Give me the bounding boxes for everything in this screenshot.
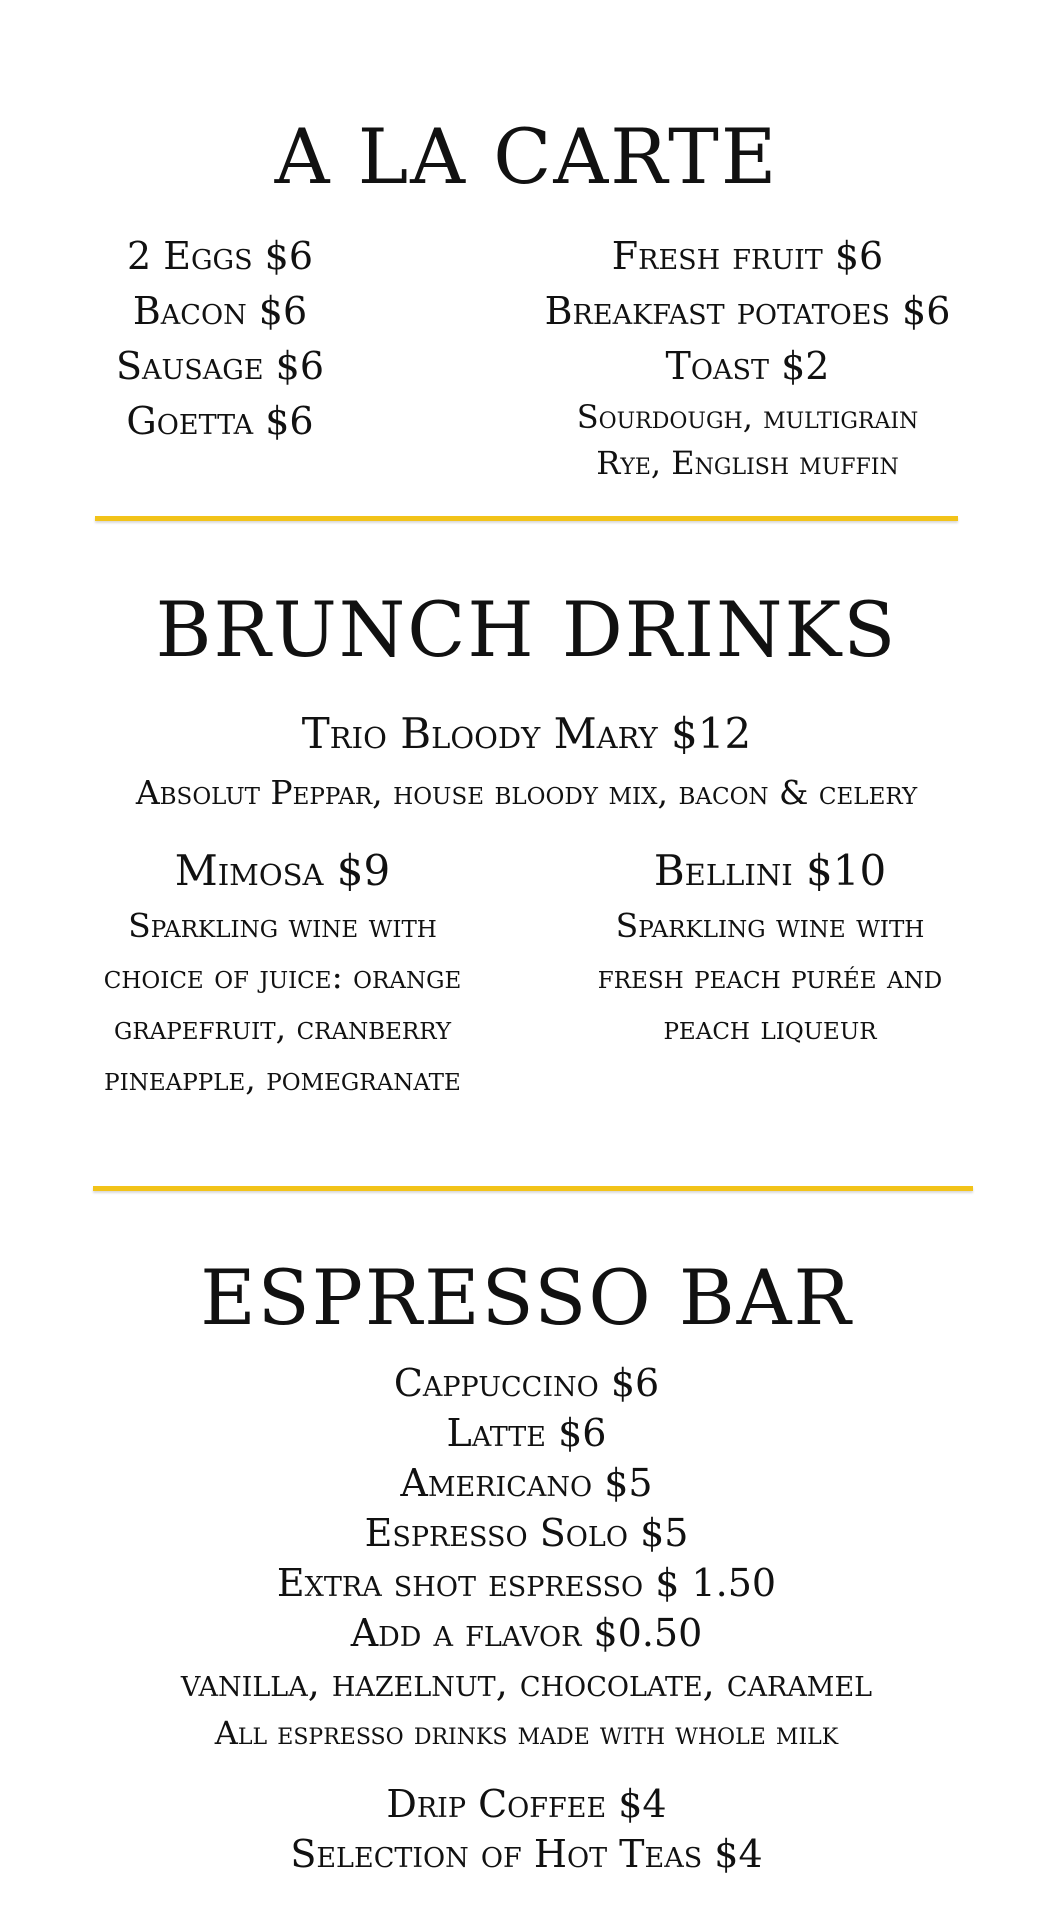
mimosa-block (55, 842, 510, 1104)
other-drinks (0, 1779, 1053, 1879)
mimosa-description-line: grapefruit, cranberry (113, 1008, 452, 1047)
menu-item: Sausage $6 (116, 344, 324, 388)
mimosa-description-line: Sparkling wine with (128, 906, 437, 945)
trio-bloody-mary-description: Absolut Peppar, house bloody mix, bacon & celery (135, 773, 918, 812)
menu-item: Extra shot espresso $ 1.50 (276, 1561, 777, 1605)
toast-note: Rye, English muffin (596, 444, 899, 482)
menu-item: Americano $5 (400, 1461, 653, 1505)
bellini-description-line: fresh peach purée and (597, 957, 943, 996)
milk-note: All espresso drinks made with whole milk (214, 1714, 839, 1752)
a-la-carte-right-column (500, 229, 995, 486)
flavor-list: vanilla, hazelnut, chocolate, caramel (180, 1661, 873, 1705)
bellini-description-line: Sparkling wine with (615, 906, 925, 945)
menu-item: Selection of Hot Teas $4 (290, 1832, 763, 1876)
mimosa-name: Mimosa $9 (174, 846, 391, 895)
bellini-name: Bellini $10 (653, 846, 887, 895)
toast-note: Sourdough, multigrain (576, 398, 919, 436)
menu-item: 2 Eggs $6 (126, 234, 314, 278)
brunch-drinks-title: BRUNCH DRINKS (155, 585, 898, 674)
espresso-bar-title: ESPRESSO BAR (200, 1253, 853, 1342)
a-la-carte-title: A LA CARTE (274, 112, 779, 201)
menu-item: Add a flavor $0.50 (350, 1611, 703, 1655)
mimosa-description-line: choice of juice: orange (103, 957, 462, 996)
menu-item: Drip Coffee $4 (386, 1782, 667, 1826)
bellini-description-line: peach liqueur (663, 1008, 877, 1047)
a-la-carte-left-column (70, 229, 370, 449)
section-divider (93, 1186, 973, 1191)
menu-item: Cappuccino $6 (393, 1361, 660, 1405)
bellini-block (545, 842, 995, 1053)
menu-item: Breakfast potatoes $6 (544, 289, 951, 333)
mimosa-description-line: pineapple, pomegranate (104, 1059, 461, 1098)
menu-item: Latte $6 (446, 1411, 607, 1455)
menu-item: Espresso Solo $5 (364, 1511, 689, 1555)
trio-bloody-mary-name: Trio Bloody Mary $12 (301, 709, 752, 758)
menu-item: Bacon $6 (132, 289, 308, 333)
section-divider (95, 516, 958, 521)
espresso-items (0, 1358, 1053, 1758)
menu-item: Fresh fruit $6 (611, 234, 884, 278)
menu-item: Toast $2 (665, 344, 830, 388)
menu-item: Goetta $6 (126, 399, 314, 443)
